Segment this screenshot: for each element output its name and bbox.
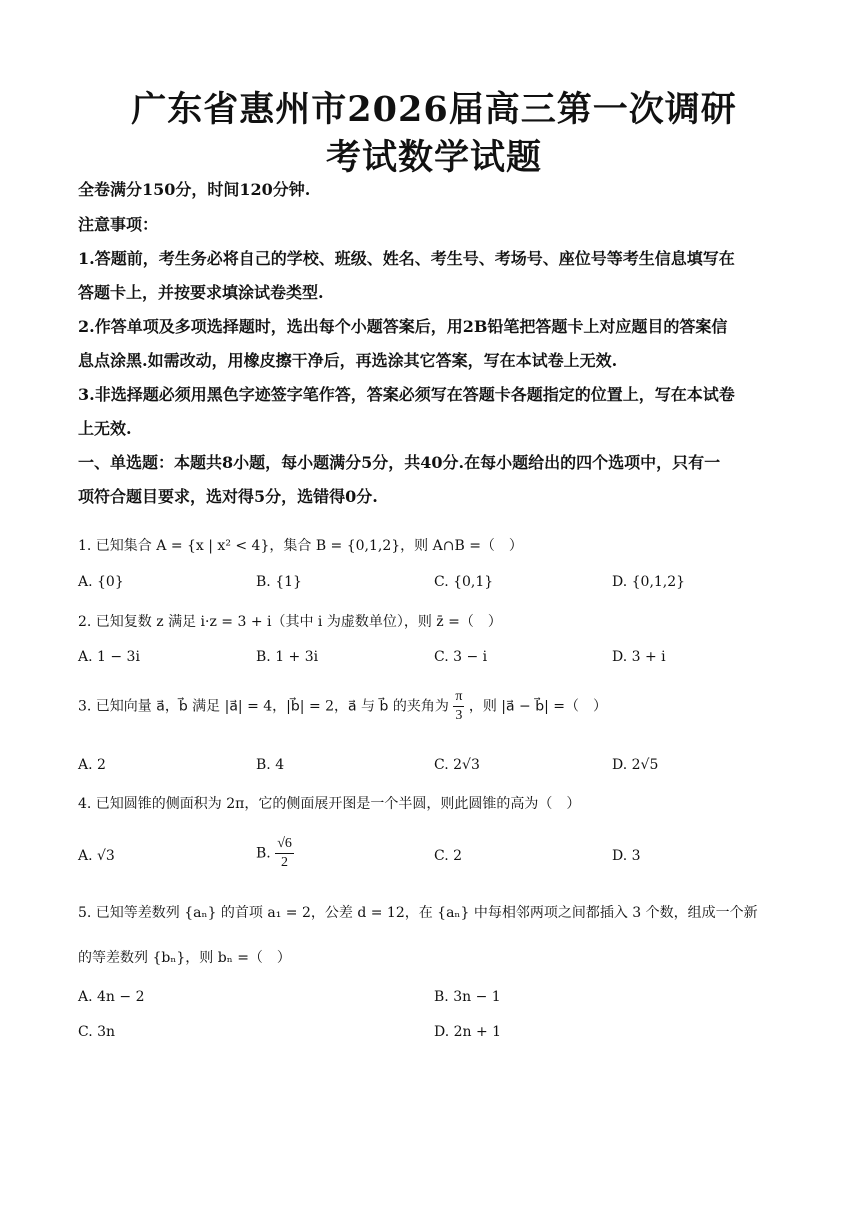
- question-2-stem: 2. 已知复数 z 满足 i·z = 3 + i（其中 i 为虚数单位），则 z̄ =（ ）: [78, 614, 502, 630]
- question-1-option-a: A. {0}: [78, 574, 124, 590]
- question-5-stem-line1: 5. 已知等差数列 {aₙ} 的首项 a₁ = 2，公差 d = 12，在 {aₙ} 中每相邻两项之间都插入 3 个数，组成一个新: [78, 905, 758, 921]
- question-3-angle-denominator: 3: [455, 708, 463, 723]
- notice-item-3-line2: 上无效.: [78, 419, 132, 438]
- question-5-option-c: C. 3n: [78, 1024, 116, 1040]
- question-4-option-b-denominator: 2: [281, 855, 289, 870]
- question-3-stem-part1: 3. 已知向量 a⃗，b⃗ 满足 |a⃗| = 4，|b⃗| = 2，a⃗ 与 b⃗ 的夹角为: [78, 698, 449, 715]
- section-heading-line2: 项符合题目要求，选对得5分，选错得0分.: [78, 487, 378, 506]
- question-4-option-a: A. √3: [78, 848, 115, 864]
- section-heading-line1: 一、单选题：本题共8小题，每小题满分5分，共40分.在每小题给出的四个选项中，只有一: [78, 453, 721, 472]
- notice-item-3-line1: 3.非选择题必须用黑色字迹签字笔作答，答案必须写在答题卡各题指定的位置上，写在本试卷: [78, 385, 735, 404]
- question-4-option-b-label: B.: [256, 845, 271, 862]
- question-4-option-b-fraction: [275, 835, 294, 872]
- question-3-option-a: A. 2: [78, 757, 106, 773]
- question-4-option-c: C. 2: [434, 848, 463, 864]
- question-4-option-d: D. 3: [612, 848, 641, 864]
- question-3-option-c: C. 2√3: [434, 757, 480, 773]
- notice-item-1-line2: 答题卡上，并按要求填涂试卷类型.: [78, 283, 324, 302]
- question-3-option-d: D. 2√5: [612, 757, 659, 773]
- question-4-stem: 4. 已知圆锥的侧面积为 2π，它的侧面展开图是一个半圆，则此圆锥的高为（ ）: [78, 796, 581, 812]
- question-5-option-a: A. 4n − 2: [78, 989, 145, 1005]
- notice-item-2-line1: 2.作答单项及多项选择题时，选出每个小题答案后，用2B铅笔把答题卡上对应题目的答案信: [78, 317, 728, 336]
- question-5-option-d: D. 2n + 1: [434, 1024, 502, 1040]
- question-4-option-b: [256, 835, 294, 872]
- question-3-angle-numerator: π: [453, 688, 464, 707]
- question-3-option-b: B. 4: [256, 757, 285, 773]
- exam-title-line2: 考试数学试题: [325, 137, 542, 178]
- notice-item-1-line1: 1.答题前，考生务必将自己的学校、班级、姓名、考生号、考场号、座位号等考生信息填写在: [78, 249, 735, 268]
- notice-heading: 注意事项：: [78, 215, 159, 234]
- score-time-note: 全卷满分150分，时间120分钟.: [78, 180, 311, 199]
- question-2-option-a: A. 1 − 3i: [78, 649, 140, 665]
- question-3-stem: [78, 688, 790, 725]
- question-1-option-d: D. {0,1,2}: [612, 574, 686, 590]
- question-4-option-b-numerator: √6: [275, 835, 294, 854]
- question-1-option-b: B. {1}: [256, 574, 302, 590]
- question-1-option-c: C. {0,1}: [434, 574, 494, 590]
- question-3-angle-fraction: [453, 688, 464, 725]
- question-2-option-d: D. 3 + i: [612, 649, 666, 665]
- question-3-stem-part2: ，则 |a⃗ − b⃗| =（ ）: [468, 698, 608, 715]
- exam-title-line1: 广东省惠州市2026届高三第一次调研: [131, 89, 737, 130]
- question-1-stem: 1. 已知集合 A = {x | x² < 4}，集合 B = {0,1,2}，则 A∩B =（ ）: [78, 538, 523, 554]
- question-5-option-b: B. 3n − 1: [434, 989, 501, 1005]
- question-2-option-b: B. 1 + 3i: [256, 649, 319, 665]
- question-5-stem-line2: 的等差数列 {bₙ}，则 bₙ =（ ）: [78, 950, 291, 966]
- notice-item-2-line2: 息点涂黑.如需改动，用橡皮擦干净后，再选涂其它答案，写在本试卷上无效.: [78, 351, 618, 370]
- question-2-option-c: C. 3 − i: [434, 649, 488, 665]
